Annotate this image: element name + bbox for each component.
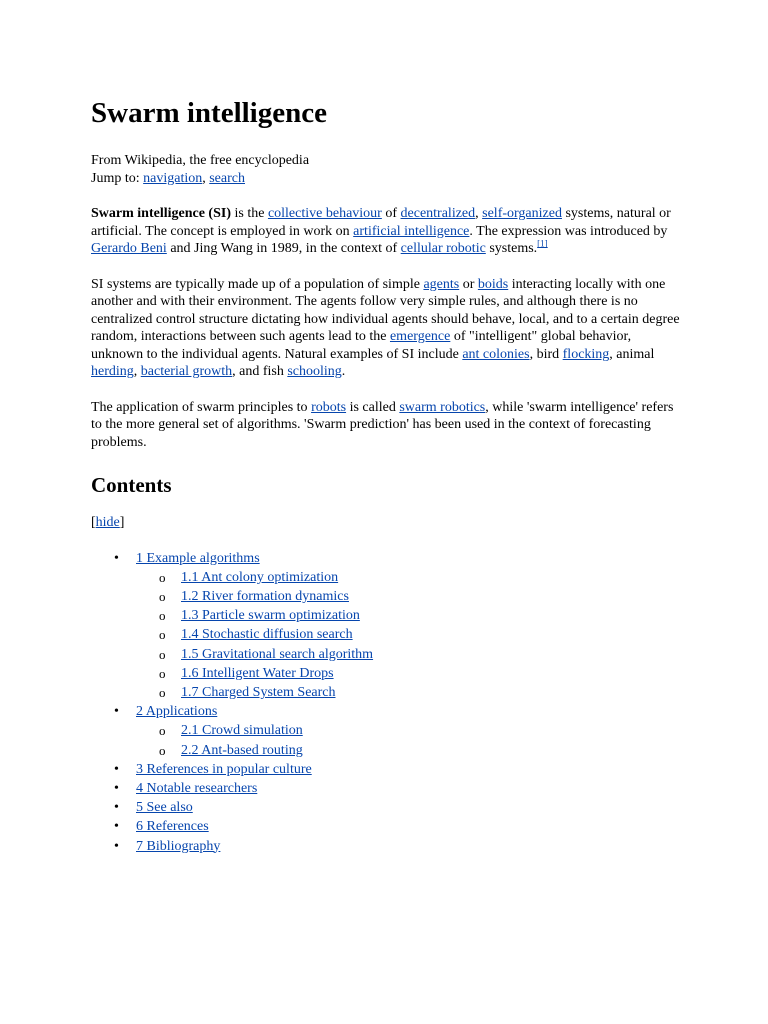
toc-link[interactable]: 2 Applications: [136, 704, 218, 720]
bullet-icon: •: [114, 800, 119, 816]
link-robots[interactable]: robots: [311, 399, 347, 415]
link-artificial-intelligence[interactable]: artificial intelligence: [353, 223, 470, 239]
bullet-icon: •: [114, 838, 119, 854]
link-schooling[interactable]: schooling: [287, 364, 342, 379]
circle-bullet-icon: o: [159, 569, 166, 585]
link-flocking[interactable]: flocking: [562, 346, 610, 362]
bullet-icon: •: [114, 704, 119, 720]
circle-bullet-icon: o: [159, 588, 166, 604]
hide-toc-link[interactable]: hide: [95, 515, 120, 530]
jump-search-link[interactable]: search: [209, 170, 245, 186]
term-bold: Swarm intelligence (SI): [91, 206, 231, 221]
link-swarm-robotics[interactable]: swarm robotics: [399, 399, 486, 415]
link-agents[interactable]: agents: [423, 276, 460, 292]
toc-link[interactable]: 7 Bibliography: [136, 838, 221, 854]
toc-subitem: [136, 568, 681, 587]
application-paragraph: The application of swarm principles to robots is called swarm robotics, while 'swarm intelligence' refers to the more general set of algorithms. 'Swarm prediction' has been used in the context of forecasting problems.: [91, 399, 674, 450]
toc-subitem: [136, 606, 681, 625]
circle-bullet-icon: o: [159, 627, 166, 643]
bullet-icon: •: [114, 550, 119, 566]
link-cellular-robotic[interactable]: cellular robotic: [400, 241, 486, 256]
circle-bullet-icon: o: [159, 665, 166, 681]
link-emergence[interactable]: emergence: [389, 329, 451, 344]
toc-sublink[interactable]: 1.3 Particle swarm optimization: [181, 608, 360, 624]
circle-bullet-icon: o: [159, 646, 166, 662]
toc-link[interactable]: 3 References in popular culture: [136, 761, 312, 777]
toc-sublink[interactable]: 1.2 River formation dynamics: [181, 588, 349, 604]
jump-to-label: Jump to:: [91, 170, 140, 186]
toc-subitem: [136, 645, 681, 664]
toc-sublink[interactable]: 2.1 Crowd simulation: [181, 723, 303, 739]
toc-sublink[interactable]: 1.4 Stochastic diffusion search: [181, 627, 353, 643]
toc-subitem: [136, 683, 681, 702]
toc-link[interactable]: 6 References: [136, 819, 209, 835]
circle-bullet-icon: o: [159, 684, 166, 700]
link-gerardo-beni[interactable]: Gerardo Beni: [91, 241, 167, 256]
link-ant-colonies[interactable]: ant colonies: [462, 346, 530, 362]
contents-heading: Contents: [91, 473, 172, 497]
reference-1-link[interactable]: [1]: [537, 238, 548, 249]
page-title: Swarm intelligence: [91, 97, 327, 129]
intro-paragraph: Swarm intelligence (SI) is the collective behaviour of decentralized, self-organized systems, natural or artificial. The concept is employed in work on artificial intelligence. The expression was introduced by Gerardo Beni and Jing Wang in 1989, in the context of cellular robotic systems.[1]: [91, 206, 671, 256]
toc-sublink[interactable]: 1.5 Gravitational search algorithm: [181, 646, 374, 662]
toc-sublink[interactable]: 1.6 Intelligent Water Drops: [181, 665, 334, 681]
bullet-icon: •: [114, 819, 119, 835]
toc-link[interactable]: 1 Example algorithms: [136, 550, 260, 566]
toc-item: [91, 549, 681, 703]
toc-sublink[interactable]: 1.1 Ant colony optimization: [181, 569, 339, 585]
toc-subitem: [136, 741, 681, 760]
jump-navigation-link[interactable]: navigation: [143, 170, 203, 186]
link-self-organized[interactable]: self-organized: [482, 206, 562, 221]
toc-sublink[interactable]: 2.2 Ant-based routing: [181, 742, 303, 758]
toc-toggle: [hide]: [91, 515, 125, 530]
toc-subitem: [136, 587, 681, 606]
tagline: From Wikipedia, the free encyclopedia: [91, 153, 310, 168]
toc-link[interactable]: 5 See also: [136, 800, 193, 816]
bullet-icon: •: [114, 761, 119, 777]
toc-item: [91, 837, 681, 856]
toc-sublink[interactable]: 1.7 Charged System Search: [181, 684, 336, 700]
link-bacterial-growth[interactable]: bacterial growth: [140, 364, 233, 379]
toc-subitem: [136, 625, 681, 644]
bullet-icon: •: [114, 780, 119, 796]
jump-to: Jump to: navigation, search: [91, 170, 245, 186]
toc-item: [91, 798, 681, 817]
toc-subitem: [136, 721, 681, 740]
link-herding[interactable]: herding: [91, 364, 134, 379]
toc-item: [91, 760, 681, 779]
toc-item: [91, 817, 681, 836]
circle-bullet-icon: o: [159, 608, 166, 624]
link-boids[interactable]: boids: [477, 276, 509, 292]
link-decentralized[interactable]: decentralized: [400, 206, 476, 221]
toc-item: [91, 779, 681, 798]
toc-sublist: [136, 721, 681, 759]
toc-sublist: [136, 568, 681, 702]
toc-subitem: [136, 664, 681, 683]
toc-item: [91, 702, 681, 760]
toc-link[interactable]: 4 Notable researchers: [136, 780, 258, 796]
circle-bullet-icon: o: [159, 723, 166, 739]
link-collective-behaviour[interactable]: collective behaviour: [267, 206, 382, 221]
systems-paragraph: SI systems are typically made up of a population of simple agents or boids interacting locally with one another and with their environment. The agents follow very simple rules, and although there is no centralized control structure dictating how individual agents should behave, local, and to a certain degree random, interactions between such agents lead to the emergence of "intelligent" global behavior, unknown to the individual agents. Natural examples of SI include ant colonies, bird flocking, animal herding, bacterial growth, and fish schooling.: [91, 276, 680, 379]
article-content: [91, 96, 681, 856]
table-of-contents: [91, 549, 681, 856]
circle-bullet-icon: o: [159, 742, 166, 758]
